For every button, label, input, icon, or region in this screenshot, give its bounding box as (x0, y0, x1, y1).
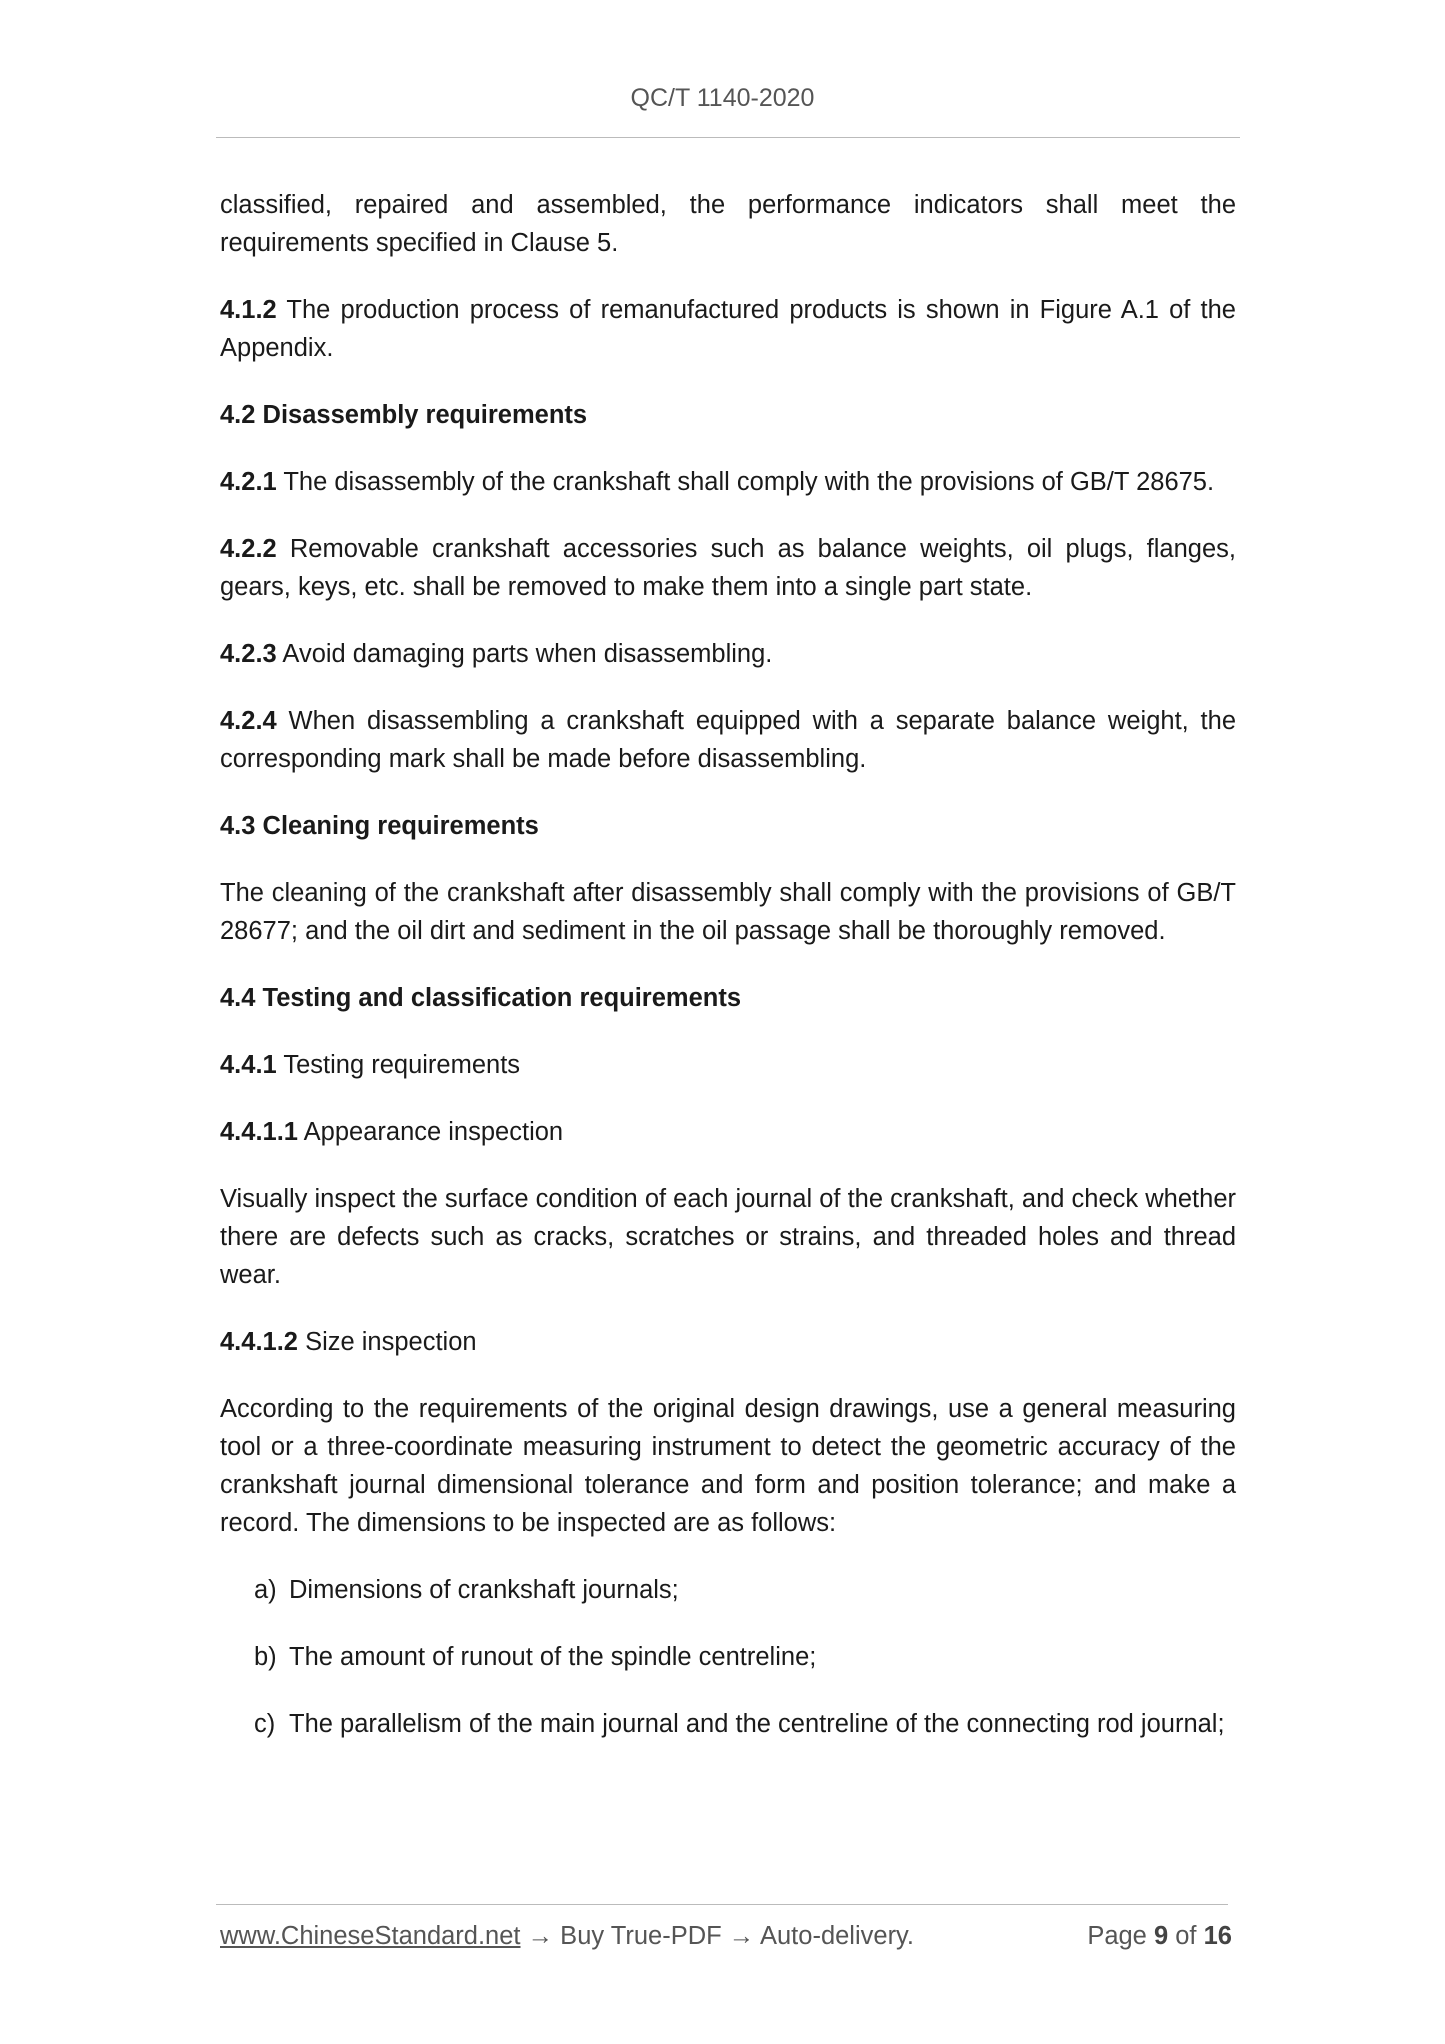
page-indicator (1087, 1922, 1232, 1951)
clause-number: 4.1.2 (220, 296, 277, 324)
paragraph-continuation: classified, repaired and assembled, the performance indicators shall meet the requirements specified in Clause 5. (220, 191, 1236, 257)
paragraph-cleaning: The cleaning of the crankshaft after disassembly shall comply with the provisions of GB/T 28677; and the oil dirt and sediment in the oil passage shall be thoroughly removed. (220, 879, 1236, 945)
clause-text: The disassembly of the crankshaft shall comply with the provisions of GB/T 28675. (276, 468, 1215, 496)
clause-text: Appearance inspection (297, 1118, 564, 1146)
clause-number: 4.4.1 (220, 1051, 277, 1079)
clause-text: The production process of remanufactured products is shown in Figure A.1 of the Appendix. (220, 296, 1236, 362)
list-item-label: a) (254, 1576, 277, 1604)
paragraph-size-inspection: According to the requirements of the original design drawings, use a general measuring tool or a three-coordinate measuring instrument to detect the geometric accuracy of the crankshaft journal dimensional tolerance and form and position tolerance; and make a record. The dimensions to be inspected are as follows: (220, 1395, 1236, 1537)
footer-divider (216, 1904, 1228, 1905)
of-word: of (1175, 1922, 1197, 1950)
list-item-text: The parallelism of the main journal and the centreline of the connecting rod journal; (289, 1710, 1225, 1738)
heading-4-4: 4.4 Testing and classification requirements (220, 984, 742, 1012)
heading-4-3: 4.3 Cleaning requirements (220, 812, 539, 840)
clause-4-2-4 (220, 702, 1236, 778)
list-item-text: The amount of runout of the spindle centreline; (289, 1643, 817, 1671)
clause-text: Avoid damaging parts when disassembling. (276, 640, 773, 668)
paragraph-appearance-inspection: Visually inspect the surface condition of each journal of the crankshaft, and check whether there are defects such as cracks, scratches or strains, and threaded holes and thread wear. (220, 1185, 1236, 1289)
list-item (254, 1705, 1236, 1743)
website-link[interactable]: www.ChineseStandard.net (220, 1922, 521, 1950)
clause-4-2-2 (220, 530, 1236, 606)
clause-text: Removable crankshaft accessories such as balance weights, oil plugs, flanges, gears, keys, etc. shall be removed to make them into a single part state. (220, 535, 1236, 601)
clause-4-4-1 (220, 1046, 1236, 1084)
page-word: Page (1087, 1922, 1147, 1950)
clause-number: 4.2.4 (220, 707, 277, 735)
page-footer (220, 1922, 1232, 1951)
clause-4-2-1 (220, 463, 1236, 501)
current-page-number: 9 (1153, 1922, 1169, 1950)
clause-4-4-1-2 (220, 1323, 1236, 1361)
header-divider (216, 137, 1240, 138)
clause-4-1-2 (220, 291, 1236, 367)
clause-4-4-1-1 (220, 1113, 1236, 1151)
clause-text: When disassembling a crankshaft equipped with a separate balance weight, the corresponding mark shall be made before disassembling. (220, 707, 1236, 773)
list-item-label: b) (254, 1643, 277, 1671)
clause-4-2-3 (220, 635, 1236, 673)
clause-number: 4.2.2 (220, 535, 277, 563)
list-item (254, 1571, 1236, 1609)
list-item-text: Dimensions of crankshaft journals; (289, 1576, 679, 1604)
clause-number: 4.2.1 (220, 468, 277, 496)
clause-number: 4.4.1.1 (220, 1118, 298, 1146)
footer-promo-text: → Buy True-PDF → Auto-delivery. (520, 1922, 914, 1950)
document-body (220, 186, 1236, 1772)
total-page-count: 16 (1203, 1922, 1232, 1950)
document-header: QC/T 1140-2020 (630, 84, 815, 112)
clause-text: Testing requirements (276, 1051, 521, 1079)
list-item-label: c) (254, 1710, 276, 1738)
clause-number: 4.4.1.2 (220, 1328, 298, 1356)
clause-text: Size inspection (297, 1328, 477, 1356)
list-item (254, 1638, 1236, 1676)
clause-number: 4.2.3 (220, 640, 277, 668)
heading-4-2: 4.2 Disassembly requirements (220, 401, 588, 429)
